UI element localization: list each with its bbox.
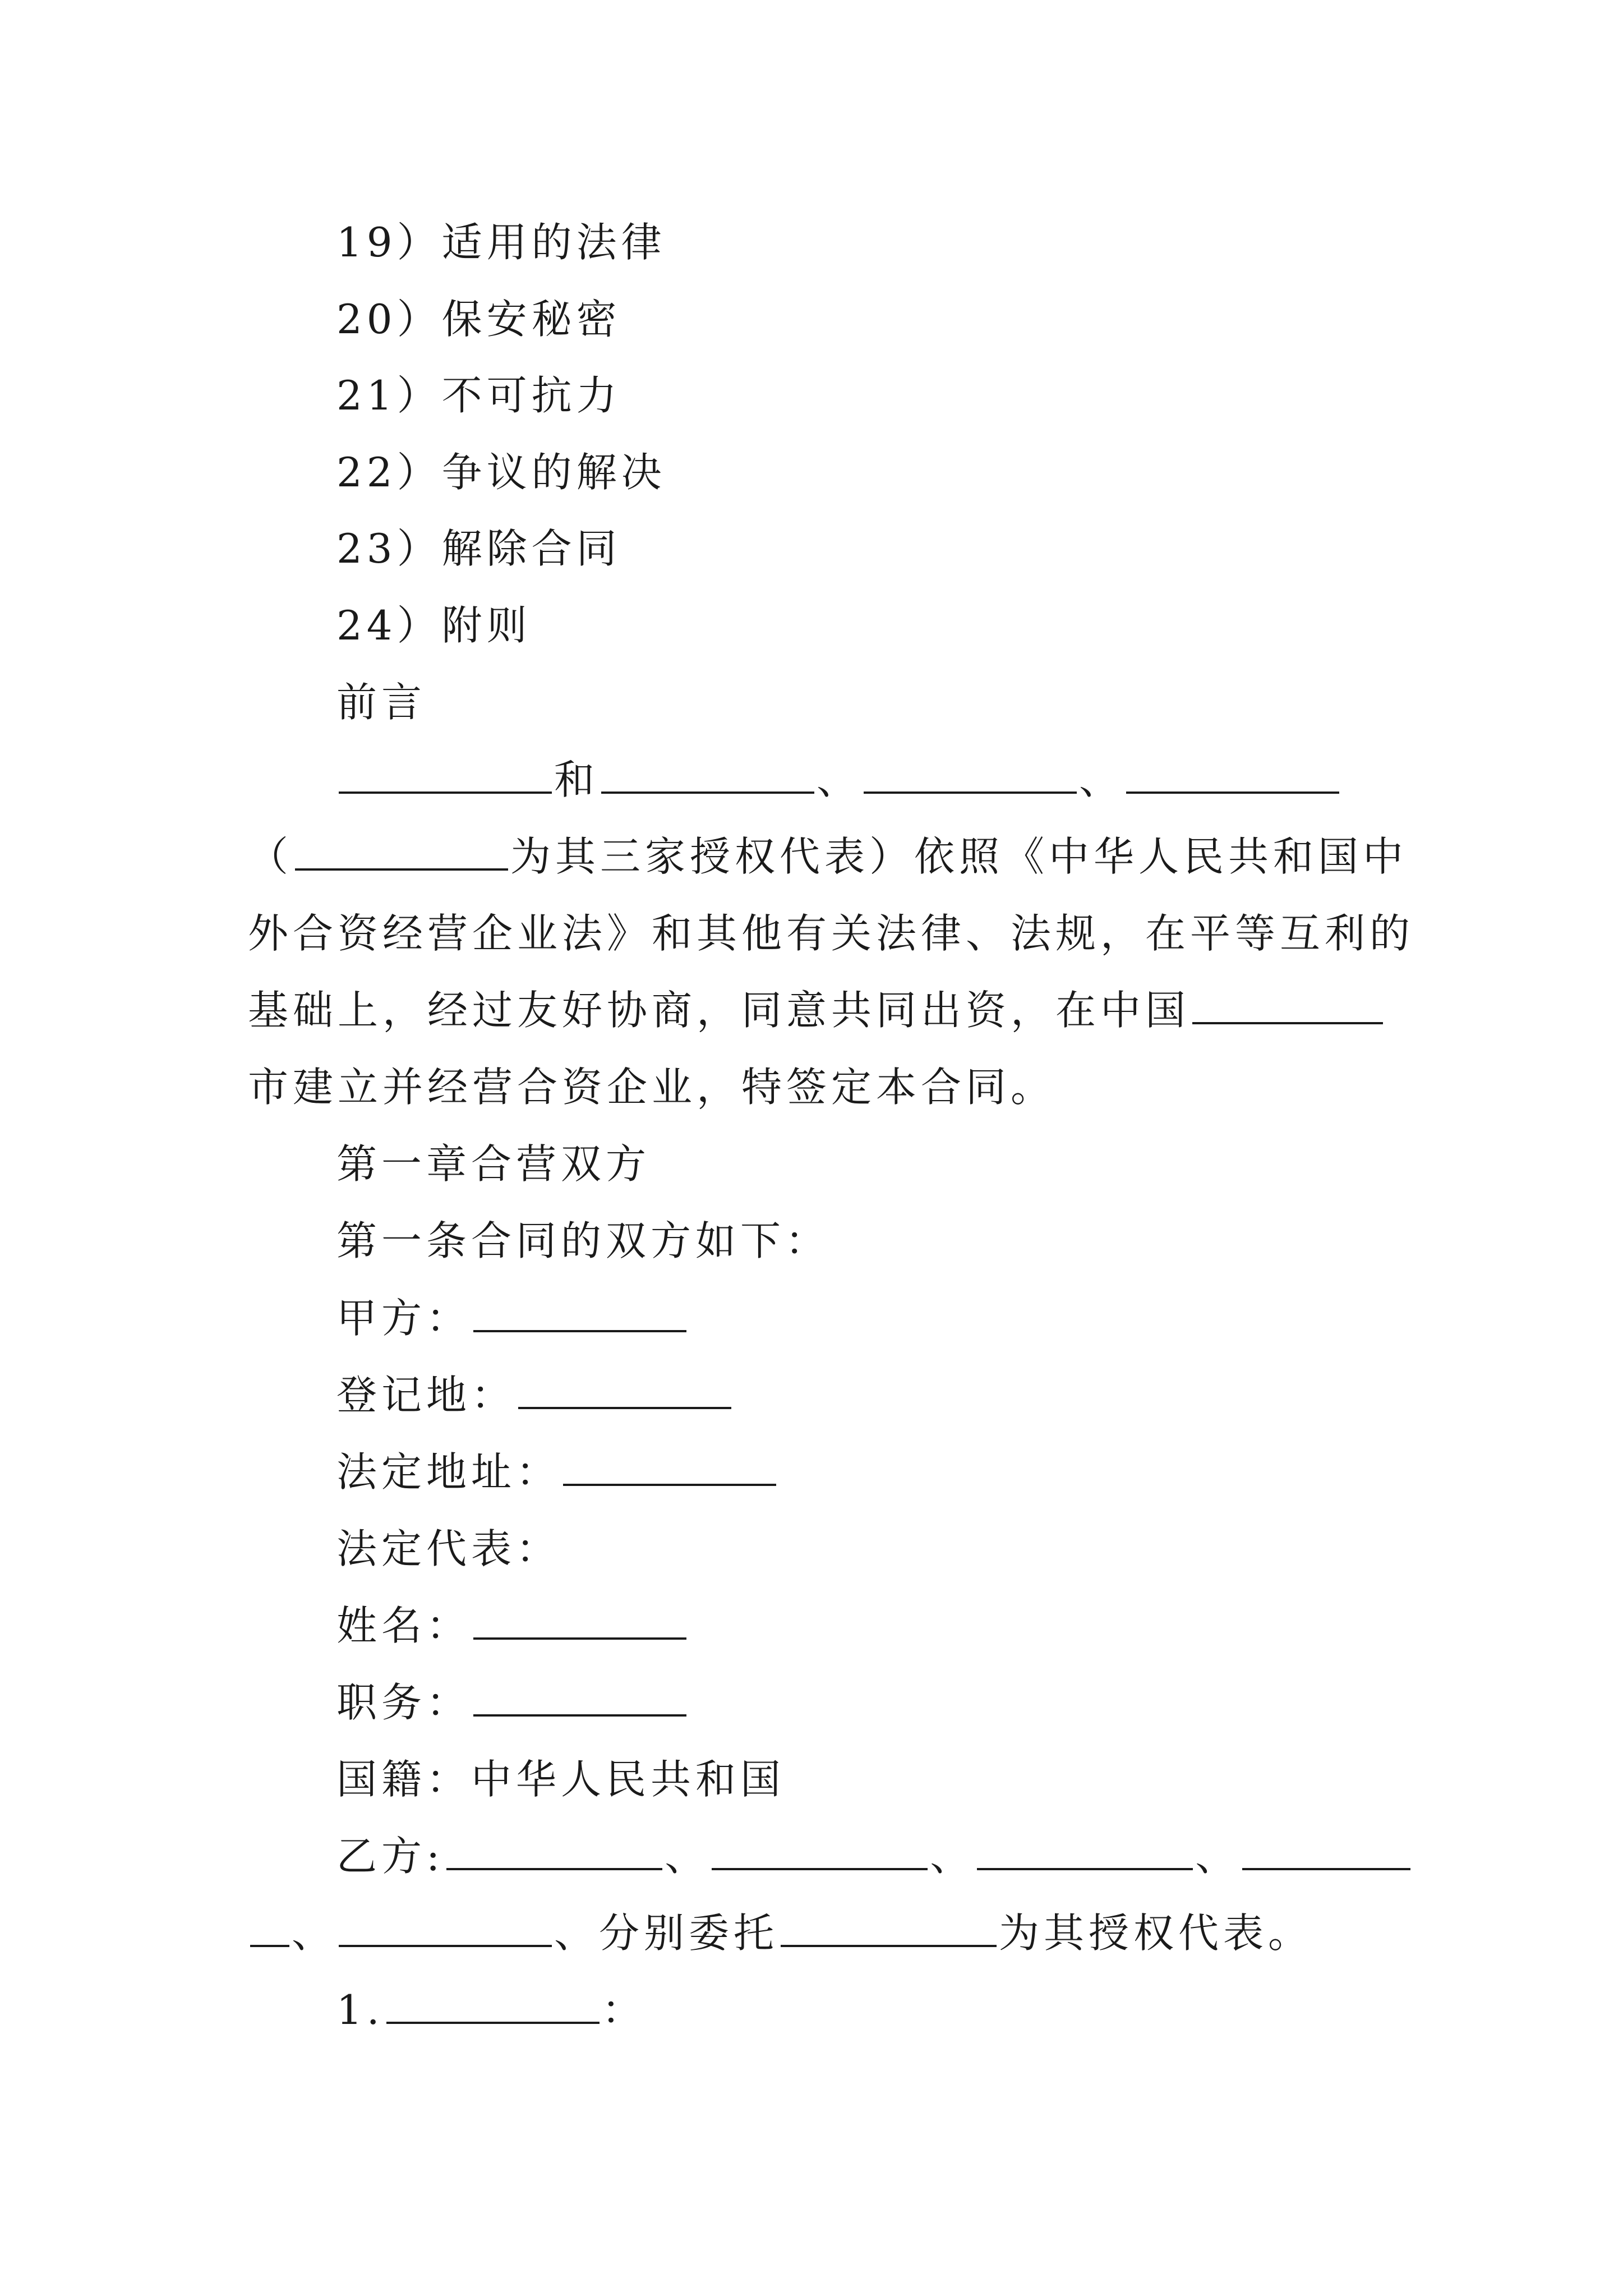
- separator: 、: [1195, 1833, 1241, 1880]
- toc-item-23: 23）解除合同: [336, 525, 621, 572]
- registered-place-label: 登记地：: [336, 1372, 517, 1419]
- toc-item-24: 24）附则: [336, 602, 532, 649]
- party-blank: [601, 757, 814, 794]
- party-b-blank: [1242, 1833, 1410, 1870]
- party-a-blank: [473, 1295, 686, 1332]
- preface-line-1: [336, 752, 1341, 808]
- position-blank: [473, 1680, 686, 1717]
- separator: 、: [1079, 756, 1124, 803]
- and-word: 和: [554, 756, 600, 803]
- legal-address-blank: [563, 1449, 776, 1486]
- toc-item-22: 22）争议的解决: [336, 449, 666, 496]
- separator: 、: [930, 1833, 975, 1880]
- as-rep-text: 为其授权代表。: [999, 1910, 1313, 1957]
- party-b-blank-cont: [250, 1910, 289, 1947]
- name-label: 姓名：: [336, 1602, 472, 1649]
- item-1-colon: ：: [601, 1986, 647, 2033]
- rep-blank: [295, 834, 508, 871]
- party-b-blank: [977, 1833, 1193, 1870]
- nationality-row: [336, 1751, 785, 1807]
- registered-place-blank: [518, 1372, 731, 1409]
- position-row: [336, 1674, 689, 1731]
- toc-item-19: 19）适用的法律: [336, 219, 666, 266]
- preface-heading: 前言: [336, 679, 427, 726]
- party-a-row: [336, 1290, 689, 1346]
- party-blank: [1126, 757, 1339, 794]
- item-1-row: [336, 1982, 647, 2038]
- preface-line-3: 外合资经营企业法》和其他有关法律、法规，在平等互利的: [248, 910, 1415, 957]
- registered-place-row: [336, 1367, 734, 1423]
- toc-item-20: 20）保安秘密: [336, 296, 621, 343]
- toc-item-21: 21）不可抗力: [336, 372, 621, 419]
- entrust-text: 、分别委托: [554, 1910, 779, 1957]
- separator: 、: [292, 1910, 337, 1957]
- rep-blank: [781, 1910, 997, 1947]
- paren-open: （: [248, 833, 293, 880]
- party-b-blank: [339, 1910, 552, 1947]
- preface-line-5: 市建立并经营合资企业，特签定本合同。: [248, 1064, 1056, 1111]
- name-blank: [473, 1603, 686, 1640]
- party-b-label: 乙方:: [336, 1833, 445, 1880]
- preface-line-2-text: 为其三家授权代表）依照《中华人民共和国中: [510, 833, 1408, 880]
- city-blank: [1192, 987, 1383, 1024]
- preface-line-4: [248, 982, 1385, 1038]
- item-1-number: 1.: [336, 1986, 384, 2033]
- article-1: 第一条合同的双方如下：: [336, 1217, 831, 1264]
- party-a-label: 甲方：: [336, 1295, 472, 1342]
- party-blank: [339, 757, 552, 794]
- preface-line-4-text: 基础上，经过友好协商，同意共同出资，在中国: [248, 987, 1191, 1034]
- party-b-row-2: [248, 1905, 1313, 1961]
- chapter-1-title: 第一章合营双方: [336, 1140, 651, 1188]
- preface-line-2: [248, 829, 1408, 885]
- separator: 、: [817, 756, 862, 803]
- position-label: 职务：: [336, 1679, 472, 1726]
- item-1-blank: [386, 1987, 600, 2024]
- party-b-blank: [446, 1833, 662, 1870]
- legal-address-label: 法定地址：: [336, 1448, 561, 1496]
- nationality-value: 中华人民共和国: [471, 1756, 786, 1803]
- separator: 、: [665, 1833, 710, 1880]
- nationality-label: 国籍：: [336, 1756, 472, 1803]
- party-b-row: [336, 1828, 1413, 1884]
- legal-address-row: [336, 1444, 778, 1500]
- name-row: [336, 1598, 689, 1654]
- party-blank: [864, 757, 1077, 794]
- party-b-blank: [712, 1833, 928, 1870]
- legal-rep-label: 法定代表：: [336, 1525, 561, 1572]
